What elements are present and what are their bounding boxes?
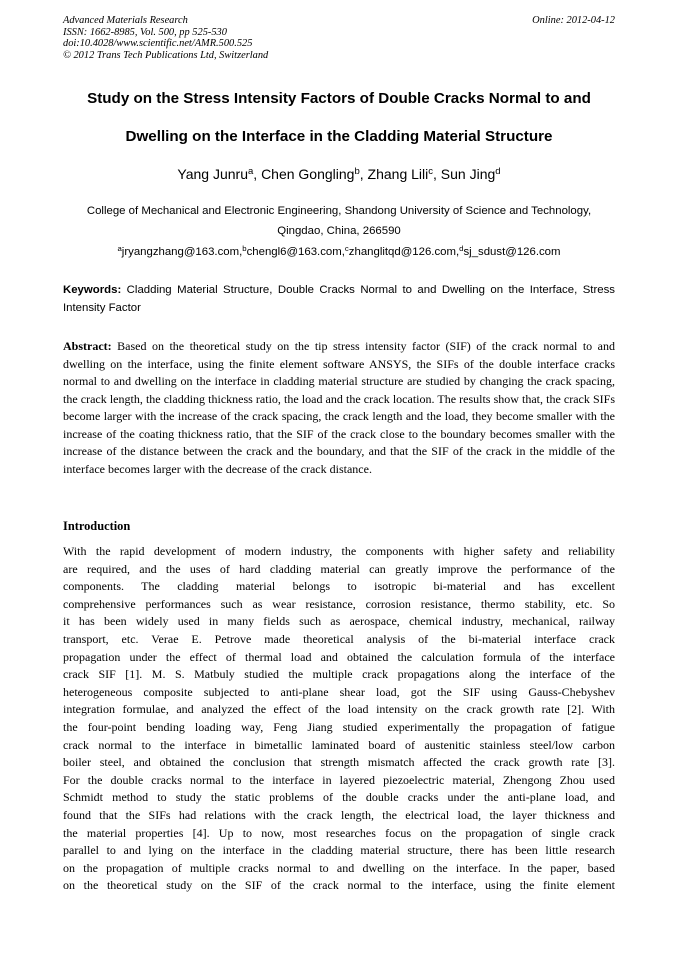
body-text-line: on the propagation of multiple cracks normal to and dwelling on the interface. In the paper, based: [63, 860, 615, 875]
body-text-line: found that the SIFs had relations with the crack length, the electrical load, the layer thickness and: [63, 807, 615, 822]
author-affiliation-mark: b: [354, 165, 360, 177]
author-separator: ,: [359, 166, 368, 182]
keywords-text: Cladding Material Structure, Double Cracks Normal to and Dwelling on the Interface, Stress Intensity Factor: [63, 284, 615, 314]
email-mark: d: [459, 243, 464, 253]
email-separator: ,: [341, 246, 345, 258]
author-separator: ,: [253, 166, 262, 182]
author-name: Zhang Lili: [367, 166, 429, 182]
author-name: Sun Jing: [440, 166, 496, 182]
body-text-line: integration formulae, and analyzed the effect of the load intensity on the crack growth rate [2]. With: [63, 702, 615, 717]
email-address: chengl6@163.com: [246, 246, 342, 258]
affiliation: [60, 201, 618, 241]
abstract-block: [63, 338, 615, 478]
keywords-block: [63, 282, 615, 317]
body-text-line: components. The cladding material belongs to isotropic bi-material and has excellent: [63, 579, 615, 594]
email-separator: ,: [455, 246, 460, 258]
journal-header: [63, 15, 268, 61]
abstract-text: Based on the theoretical study on the tip stress intensity factor (SIF) of the crack normal to and dwelling on the interface, using the finite element software ANSYS, the SIFs of the double interface cracks normal to and dwelling on the interface in cladding material structure are studied by changing the crack spacing, the crack length, the cladding thickness ratio, the load and the crack location. The results show that, the crack SIFs become larger with the increase of the crack spacing, the crack length and the load, they become smaller with the increase of the coating thickness ratio, that the SIF of the crack close to the boundary becomes smaller with the increase of the distance between the crack and the boundary, and that the SIF of the crack in the middle of the interface becomes larger with the decrease of the crack distance.: [63, 339, 615, 476]
body-text-line: crack normal to the interface in bimetallic laminated board of austenitic stainless steel/low carbon: [63, 737, 615, 752]
abstract-label: Abstract:: [63, 339, 112, 353]
body-text-line: it has been widely used in many fields such as aerospace, chemical industry, mechanical, railway: [63, 614, 615, 629]
journal-name: Advanced Materials Research: [63, 15, 188, 26]
title-line-2: Dwelling on the Interface in the Cladding Material Structure: [125, 128, 553, 145]
email-address: jryangzhang@163.com: [121, 246, 240, 258]
body-text-line: propagation under the effect of thermal load and obtained the calculation formula of the interface: [63, 649, 615, 664]
copyright-line: © 2012 Trans Tech Publications Ltd, Switzerland: [63, 49, 269, 61]
email-separator: ,: [239, 246, 243, 258]
body-text-line: comprehensive performances such as wear resistance, corrosion resistance, thermo stability, etc. So: [63, 596, 615, 611]
author-affiliation-mark: d: [495, 165, 501, 177]
online-date: Online: 2012-04-12: [532, 15, 615, 26]
email-address: sj_sdust@126.com: [463, 246, 561, 258]
affiliation-line-1: College of Mechanical and Electronic Engineering, Shandong University of Science and Technology,: [86, 205, 592, 217]
author-list: [40, 164, 638, 184]
author-name: Yang Junru: [177, 166, 248, 182]
body-text-line: For the double cracks normal to the interface in layered piezoelectric material, Zhengong Zhou used: [63, 772, 615, 787]
body-text-line: transport, etc. Verae E. Petrove made theoretical analysis of the bi-material interface crack: [63, 631, 615, 646]
introduction-body: [63, 543, 615, 895]
body-text-line: the material properties [4]. Up to now, most researches focus on the propagation of single crack: [63, 825, 615, 840]
affiliation-line-2: Qingdao, China, 266590: [277, 225, 401, 237]
email-address: zhanglitqd@126.com: [348, 246, 456, 258]
author-separator: ,: [433, 166, 441, 182]
body-text-line: are required, and the uses of hard cladding material can greatly improve the performance of the: [63, 561, 615, 576]
body-text-line: on the theoretical study on the SIF of the crack normal to the interface, using the finite element: [63, 878, 615, 893]
author-affiliation-mark: c: [428, 165, 434, 177]
body-text-line: Schmidt method to study the static problems of the double cracks under the anti-plane load, and: [63, 790, 615, 805]
keywords-label: Keywords:: [63, 284, 122, 296]
section-heading-introduction: Introduction: [63, 519, 131, 533]
body-text-line: boiler steel, and obtained the conclusion that strength mismatch affected the crack growth rate [3].: [63, 755, 615, 770]
title-line-1: Study on the Stress Intensity Factors of Double Cracks Normal to and: [87, 90, 591, 107]
issn-line: ISSN: 1662-8985, Vol. 500, pp 525-530: [63, 26, 227, 38]
body-text-line: crack SIF [1]. M. S. Matbuly studied the multiple crack propagations along the interface of the: [63, 667, 615, 682]
email-mark: a: [117, 243, 122, 253]
body-text-line: the four-point bending loading way, Feng Jiang studied experimentally the propagation of fatigue: [63, 719, 615, 734]
author-affiliation-mark: a: [247, 165, 254, 177]
email-mark: b: [242, 243, 247, 253]
body-text-line: parallel to and lying on the interface in the cladding material structure, there has been little research: [63, 843, 615, 858]
author-name: Chen Gongling: [261, 166, 355, 182]
body-text-line: heterogeneous composite subjected to anti-plane shear load, got the SIF using Gauss-Chebyshev: [63, 684, 615, 699]
email-list: [40, 242, 638, 262]
paper-title: [40, 80, 638, 156]
email-mark: c: [344, 243, 349, 253]
doi-line: doi:10.4028/www.scientific.net/AMR.500.525: [63, 38, 253, 50]
body-text-line: With the rapid development of modern industry, the components with higher safety and reliability: [63, 544, 615, 558]
